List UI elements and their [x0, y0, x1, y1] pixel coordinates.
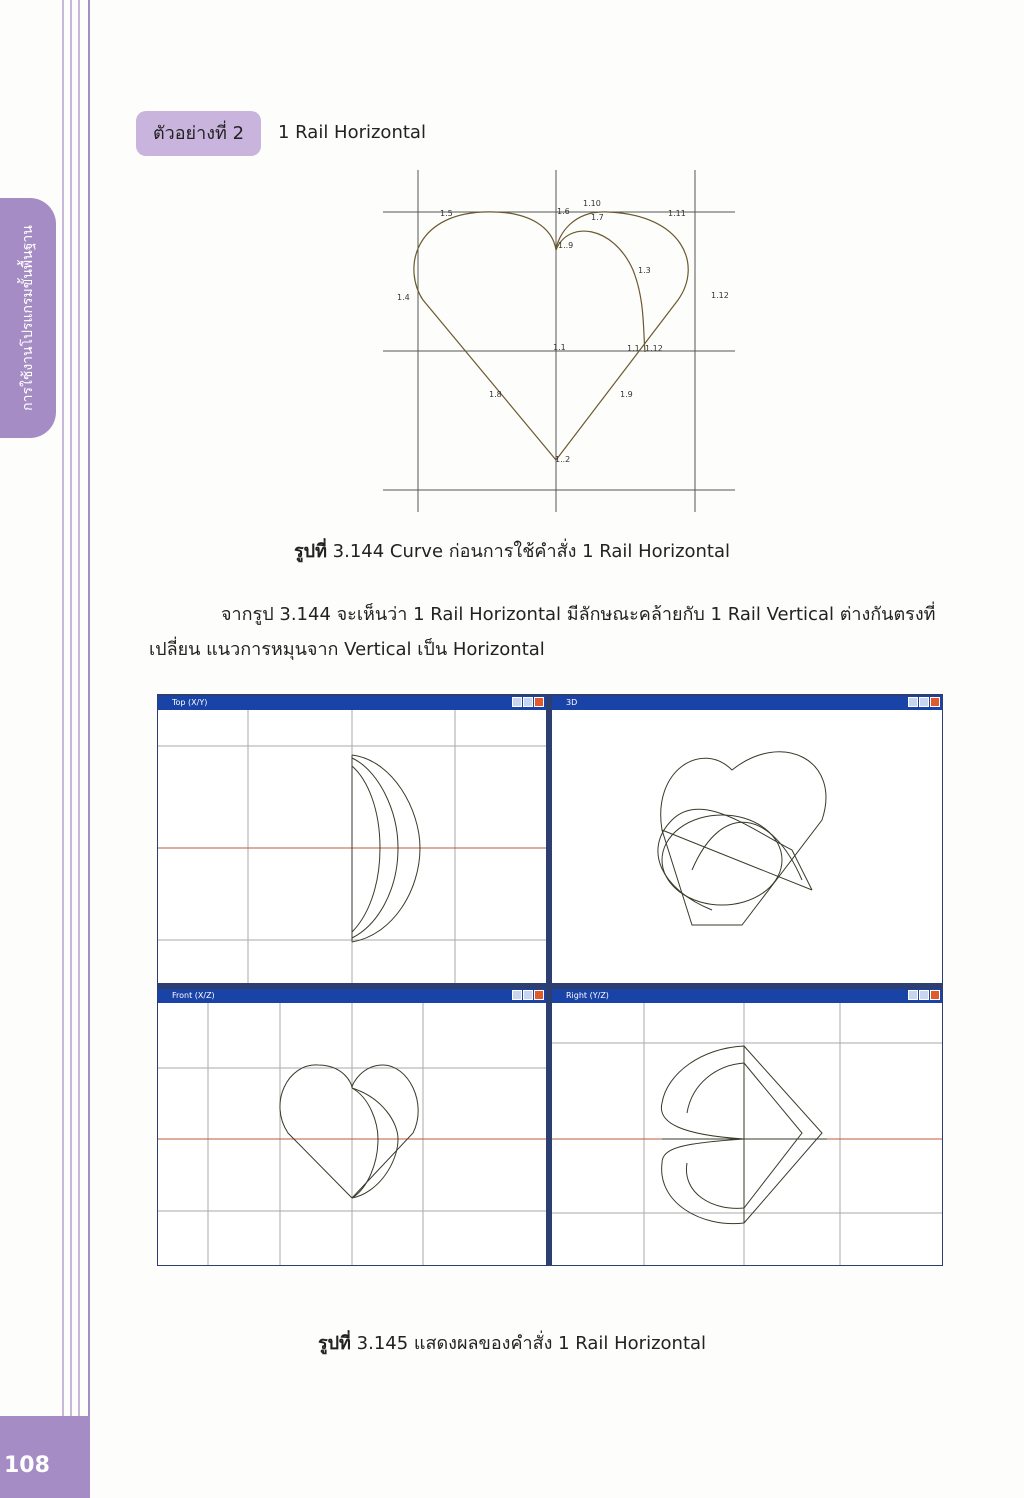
curve-label: 1.10: [583, 199, 601, 208]
minimize-icon[interactable]: [908, 697, 918, 707]
minimize-icon[interactable]: [512, 990, 522, 1000]
viewport-top[interactable]: [158, 696, 546, 983]
viewport-titlebar[interactable]: [158, 989, 546, 1003]
margin-line: [78, 0, 80, 1498]
viewport-titlebar[interactable]: [552, 989, 942, 1003]
viewport-canvas[interactable]: [158, 710, 546, 983]
viewport-canvas[interactable]: [552, 710, 942, 983]
figure2-caption: [0, 1328, 1024, 1357]
chapter-side-tab: [0, 198, 56, 438]
caption-text: 3.145 แสดงผลของคำสั่ง 1 Rail Horizontal: [350, 1333, 707, 1354]
maximize-icon[interactable]: [919, 990, 929, 1000]
viewport-title: 3D: [566, 698, 578, 707]
curve-label: 1.12: [645, 344, 663, 353]
page-number-box: [0, 1416, 88, 1498]
curve-label: 1.6: [557, 207, 570, 216]
curve-label: 1.7: [591, 213, 604, 222]
viewport-3d[interactable]: [552, 696, 942, 983]
margin-line: [70, 0, 72, 1498]
body-paragraph-line2: เปลี่ยน แนวการหมุนจาก Vertical เป็น Horizontal: [149, 639, 545, 660]
maximize-icon[interactable]: [523, 697, 533, 707]
close-icon[interactable]: [930, 697, 940, 707]
maximize-icon[interactable]: [523, 990, 533, 1000]
figure1-caption: [0, 536, 1024, 565]
close-icon[interactable]: [534, 697, 544, 707]
viewport-right[interactable]: [552, 989, 942, 1265]
page-number: 108: [4, 1453, 50, 1478]
curve-label: 1.1: [627, 344, 640, 353]
viewport-titlebar[interactable]: [552, 696, 942, 710]
minimize-icon[interactable]: [512, 697, 522, 707]
curve-label: 1..9: [558, 241, 574, 250]
caption-prefix: รูปที่: [317, 1333, 351, 1354]
caption-text: 3.144 Curve ก่อนการใช้คำสั่ง 1 Rail Horizontal: [326, 541, 731, 562]
viewport-titlebar[interactable]: [158, 696, 546, 710]
margin-line: [88, 0, 90, 1498]
curve-label: 1.9: [620, 390, 633, 399]
example-title: 1 Rail Horizontal: [278, 122, 426, 143]
minimize-icon[interactable]: [908, 990, 918, 1000]
close-icon[interactable]: [534, 990, 544, 1000]
viewport-title: Top (X/Y): [172, 698, 208, 707]
close-icon[interactable]: [930, 990, 940, 1000]
caption-prefix: รูปที่: [293, 541, 327, 562]
viewport-title: Front (X/Z): [172, 991, 215, 1000]
curve-label: 1.5: [440, 209, 453, 218]
margin-line: [62, 0, 64, 1498]
curve-label: 1.3: [638, 266, 651, 275]
example-badge: ตัวอย่างที่ 2: [136, 111, 261, 156]
chapter-title: การใช้งานโปรแกรมขั้นพื้นฐาน: [20, 225, 36, 411]
viewport-canvas[interactable]: [552, 1003, 942, 1265]
curve-label: 1..2: [555, 455, 571, 464]
viewport-front[interactable]: [158, 989, 546, 1265]
maximize-icon[interactable]: [919, 697, 929, 707]
viewport-title: Right (Y/Z): [566, 991, 609, 1000]
curve-label: 1.12: [711, 291, 729, 300]
viewport-canvas[interactable]: [158, 1003, 546, 1265]
heart-curve-figure: [383, 170, 735, 512]
curve-label: 1.11: [668, 209, 686, 218]
curve-label: 1.4: [397, 293, 410, 302]
curve-label: 1.1: [553, 343, 566, 352]
body-paragraph-line1: จากรูป 3.144 จะเห็นว่า 1 Rail Horizontal มีลักษณะคล้ายกับ 1 Rail Vertical ต่างกันตรงที่: [221, 604, 936, 625]
curve-label: 1.8: [489, 390, 502, 399]
